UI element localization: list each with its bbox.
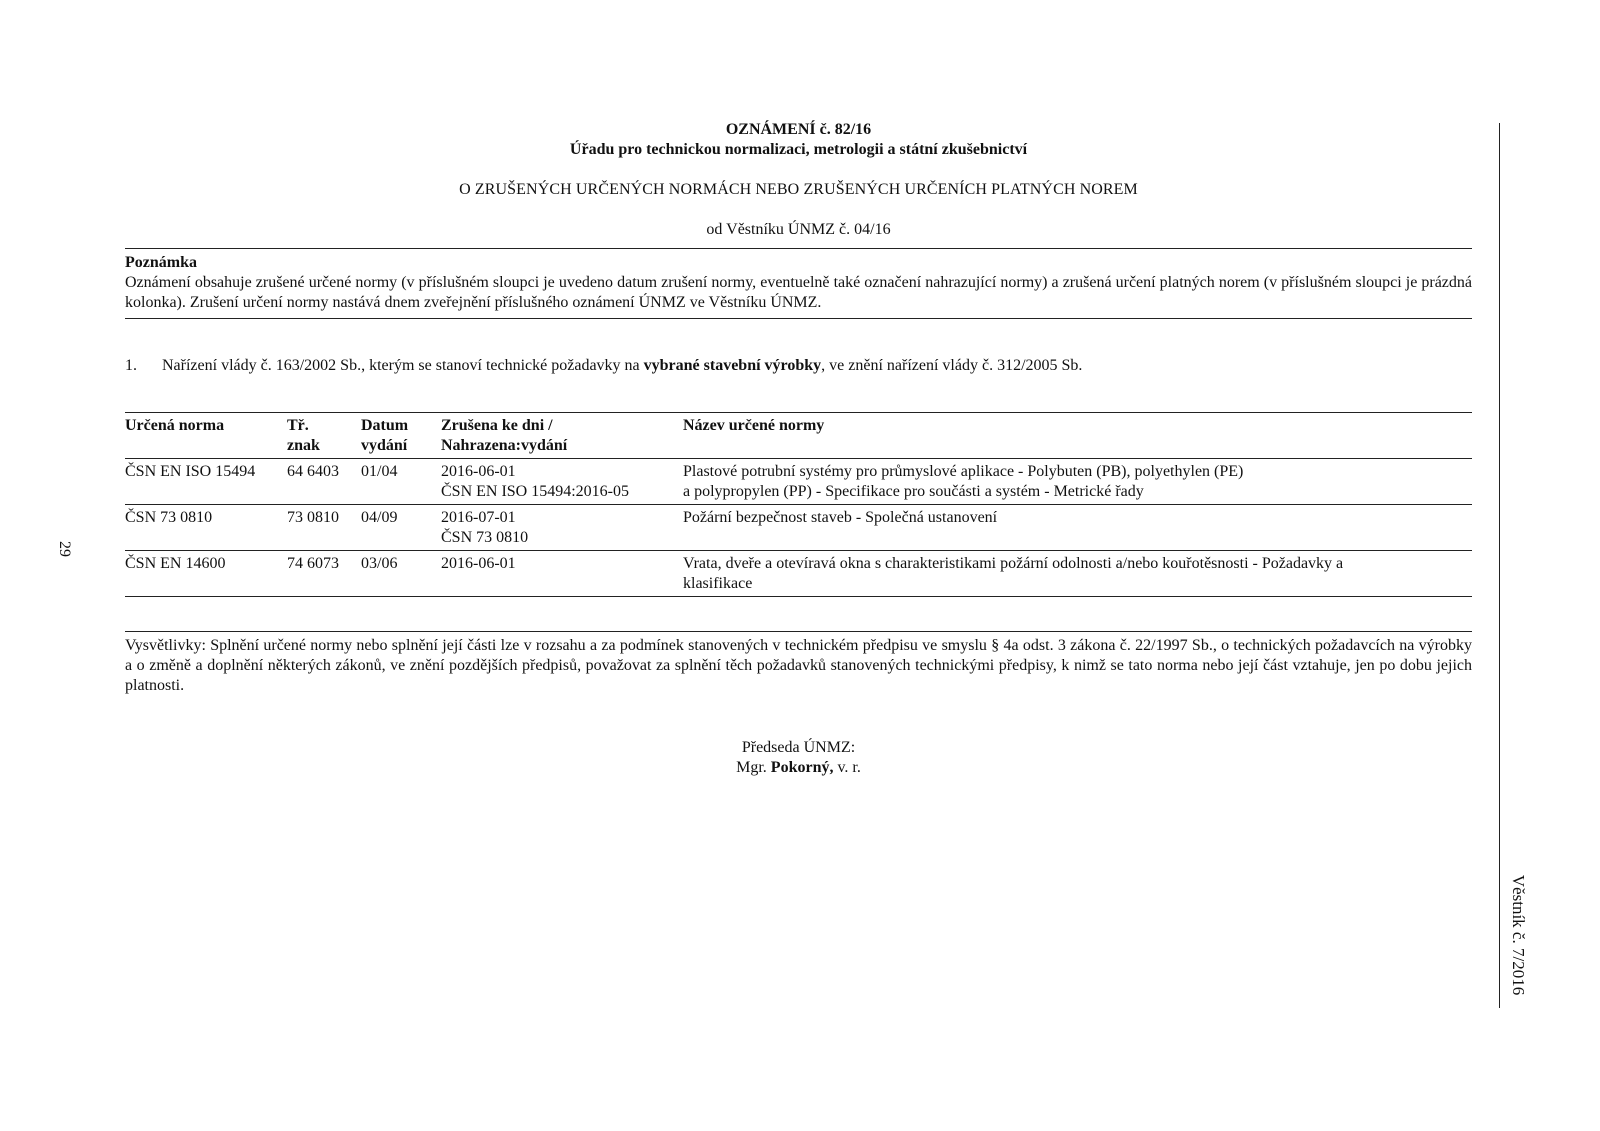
table-row: [125, 505, 1472, 551]
header-cancel-line2: Nahrazena:vydání: [441, 437, 568, 454]
regulation-text-before: Nařízení vlády č. 163/2002 Sb., kterým se stanoví technické požadavky na: [162, 357, 644, 374]
cell-date: 03/06: [361, 551, 441, 597]
cell-norm: ČSN EN ISO 15494: [125, 459, 287, 505]
cell-name: [683, 551, 1472, 597]
cell-cancel-date: 2016-06-01: [441, 463, 516, 480]
journal-label: Věstník č. 7/2016: [1509, 874, 1528, 996]
document-body: [125, 120, 1472, 778]
signature-line: [125, 758, 1472, 778]
cell-cancel: [441, 551, 683, 597]
header-class-line2: znak: [287, 437, 320, 454]
header-date-line2: vydání: [361, 437, 408, 454]
page-number: 29: [56, 541, 73, 557]
side-rule: [1499, 123, 1500, 1008]
cell-name-line1: Plastové potrubní systémy pro průmyslové aplikace - Polybuten (PB), polyethylen (PE): [683, 463, 1244, 480]
signature-suffix: v. r.: [833, 759, 861, 776]
regulation-text: [162, 356, 1082, 376]
cell-cancel: [441, 459, 683, 505]
cell-name-line2: a polypropylen (PP) - Specifikace pro součásti a systém - Metrické řady: [683, 483, 1144, 500]
cell-cancel-date: 2016-06-01: [441, 555, 516, 572]
cell-cancel: [441, 505, 683, 551]
cell-date: 04/09: [361, 505, 441, 551]
cell-norm: ČSN 73 0810: [125, 505, 287, 551]
regulation-text-bold: vybrané stavební výrobky: [643, 357, 822, 374]
cell-norm: ČSN EN 14600: [125, 551, 287, 597]
note-heading: Poznámka: [125, 254, 197, 271]
cell-name-line1: Vrata, dveře a otevíravá okna s charakteristikami požární odolnosti a/nebo kouřotěsnosti - Požadavky a: [683, 555, 1344, 572]
issue-reference: od Věstníku ÚNMZ č. 04/16: [706, 221, 891, 238]
note-text: Oznámení obsahuje zrušené určené normy (v příslušném sloupci je uvedeno datum zrušení normy, eventuelně také označení nahrazující normy) a zrušená určení platných norem (v příslušném sloupci je prázdná kolonka). Zrušení určení normy nastává dnem zveřejnění příslušného oznámení ÚNMZ ve Věstníku ÚNMZ.: [125, 274, 1472, 311]
header-class-line1: Tř.: [287, 417, 309, 434]
regulation-item: [125, 356, 1472, 376]
table-row: [125, 459, 1472, 505]
explanation-text: Vysvětlivky: Splnění určené normy nebo splnění její části lze v rozsahu a za podmínek stanovených v technickém předpisu ve smyslu § 4a odst. 3 zákona č. 22/1997 Sb., o technických požadavcích na výrobky a o změně a doplnění některých zákonů, ve znění pozdějších předpisů, považovat za splnění těch požadavků stanovených technickými předpisy, k nimž se tato norma nebo její část vztahuje, jen po dobu jejich platnosti.: [125, 631, 1472, 696]
note-block: [125, 248, 1472, 319]
header-class: [287, 413, 361, 459]
cell-class: 64 6403: [287, 459, 361, 505]
notice-subject: O ZRUŠENÝCH URČENÝCH NORMÁCH NEBO ZRUŠENÝCH URČENÍCH PLATNÝCH NOREM: [459, 181, 1138, 198]
cell-name: [683, 459, 1472, 505]
header-norm: Určená norma: [125, 413, 287, 459]
cell-class: 73 0810: [287, 505, 361, 551]
cell-cancel-date: 2016-07-01: [441, 509, 516, 526]
header-cancel-line1: Zrušena ke dni /: [441, 417, 553, 434]
cell-cancel-replacement: ČSN EN ISO 15494:2016-05: [441, 483, 630, 500]
cell-name-line2: klasifikace: [683, 575, 753, 592]
cell-date: 01/04: [361, 459, 441, 505]
signature-prefix: Mgr.: [736, 759, 771, 776]
signature-role: Předseda ÚNMZ:: [741, 739, 856, 756]
regulation-text-after: , ve znění nařízení vlády č. 312/2005 Sb.: [821, 357, 1083, 374]
header-date: [361, 413, 441, 459]
signature-name: Pokorný,: [770, 759, 834, 776]
header-cancel: [441, 413, 683, 459]
authority-name: Úřadu pro technickou normalizaci, metrologii a státní zkušebnictví: [569, 141, 1028, 158]
regulation-number: 1.: [125, 357, 137, 374]
table-row: [125, 551, 1472, 597]
cell-name: [683, 505, 1472, 551]
cell-name-line1: Požární bezpečnost staveb - Společná ustanovení: [683, 509, 998, 526]
notice-title: OZNÁMENÍ č. 82/16: [725, 121, 872, 138]
norms-table: [125, 412, 1472, 597]
table-header-row: [125, 413, 1472, 459]
signature-block: [125, 738, 1472, 778]
header-date-line1: Datum: [361, 417, 409, 434]
cell-class: 74 6073: [287, 551, 361, 597]
cell-cancel-replacement: ČSN 73 0810: [441, 529, 529, 546]
header-name: Název určené normy: [683, 413, 1472, 459]
